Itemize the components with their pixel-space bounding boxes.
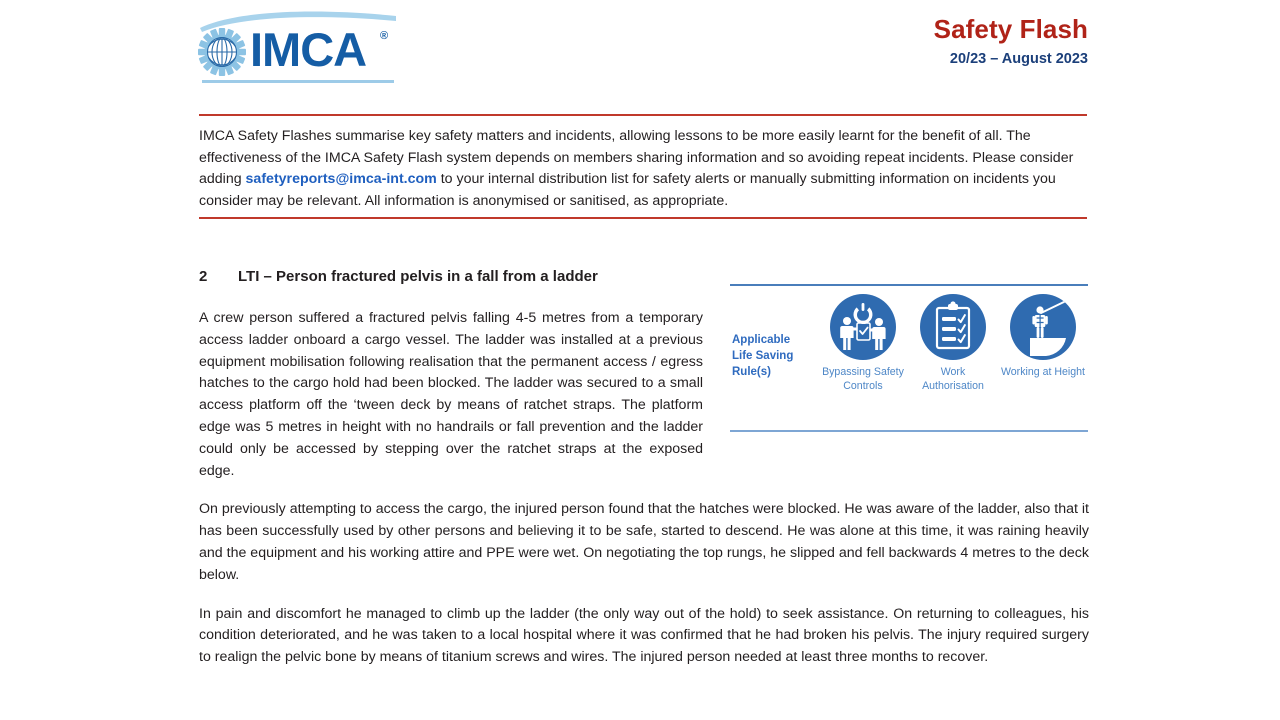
page-title: Safety Flash <box>933 14 1088 44</box>
lsr-label-line-1: Applicable <box>732 334 791 346</box>
work-authorisation-icon <box>920 294 986 360</box>
life-saving-rules-label <box>732 332 816 380</box>
paragraph-1: A crew person suffered a fractured pelvis falling 4-5 metres from a temporary access ladder onboard a cargo vessel. The ladder was installed at a previous equipment mobilisation following realisation that the permanent access / egress hatches to the cargo hold had been blocked. The ladder was secured to a small access platform off the ‘tween deck by means of ratchet straps. The platform edge was 5 metres in height with no handrails or fall prevention and the ladder could only be accessed by stepping over the ratchet straps at the exposed edge. <box>199 310 703 479</box>
lsr-label-line-3: Rule(s) <box>732 366 771 378</box>
lsr-caption-2: Work Authorisation <box>922 366 984 392</box>
safety-reports-email-link[interactable]: safetyreports@imca-int.com <box>245 171 437 187</box>
life-saving-rules-box <box>730 284 1088 432</box>
registered-trademark-icon: ® <box>380 30 389 42</box>
bypassing-safety-controls-icon <box>830 294 896 360</box>
intro-text-part2: to your internal distribution list for safety alerts or manually submitting information on incidents you consider may be relevant. All information is anonymised or sanitised, as appropriate. <box>199 171 1056 209</box>
divider-bottom <box>199 217 1087 219</box>
lsr-label-line-2: Life Saving <box>732 350 794 362</box>
lsr-item-working-at-height <box>1000 292 1086 380</box>
intro-text-part1: IMCA Safety Flashes summarise key safety matters and incidents, allowing lessons to be more easily learnt for the benefit of all. The effectiveness of the IMCA Safety Flash system depends on members sharing information and so avoiding repeat incidents. Please consider adding <box>199 128 1074 187</box>
paragraph-3: In pain and discomfort he managed to climb up the ladder (the only way out of the hold) to seek assistance. On returning to colleagues, his condition deteriorated, and he was taken to a local hospital where it was confirmed that he had broken his pelvis. The injury required surgery to realign the pelvic bone by means of titanium screws and wires. The injured person needed at least three months to recover. <box>199 605 1089 666</box>
intro-paragraph <box>199 126 1089 212</box>
document-header <box>0 0 1280 100</box>
working-at-height-icon <box>1010 294 1076 360</box>
imca-logo <box>198 8 398 90</box>
life-saving-rules-icon-list <box>820 292 1086 430</box>
lsr-item-bypassing-safety-controls <box>820 292 906 393</box>
lsr-item-work-authorisation <box>910 292 996 393</box>
section-number: 2 <box>199 268 208 285</box>
issue-date: 20/23 – August 2023 <box>949 51 1088 67</box>
divider-top <box>199 114 1087 116</box>
section-heading: LTI – Person fractured pelvis in a fall from a ladder <box>238 268 598 285</box>
lsr-caption-3: Working at Height <box>1000 366 1085 378</box>
logo-wordmark: IMCA <box>250 23 367 76</box>
lsr-caption-1: Bypassing Safety Controls <box>822 366 904 392</box>
logo-underline <box>202 80 394 83</box>
paragraph-2: On previously attempting to access the cargo, the injured person found that the hatches were blocked. He was aware of the ladder, also that it has been successfully used by other persons and believing it to be safe, started to descend. He was alone at this time, it was raining heavily and the equipment and his working attire and PPE were wet. On negotiating the top rungs, he slipped and fell backwards 4 metres to the deck below. <box>199 501 1089 583</box>
